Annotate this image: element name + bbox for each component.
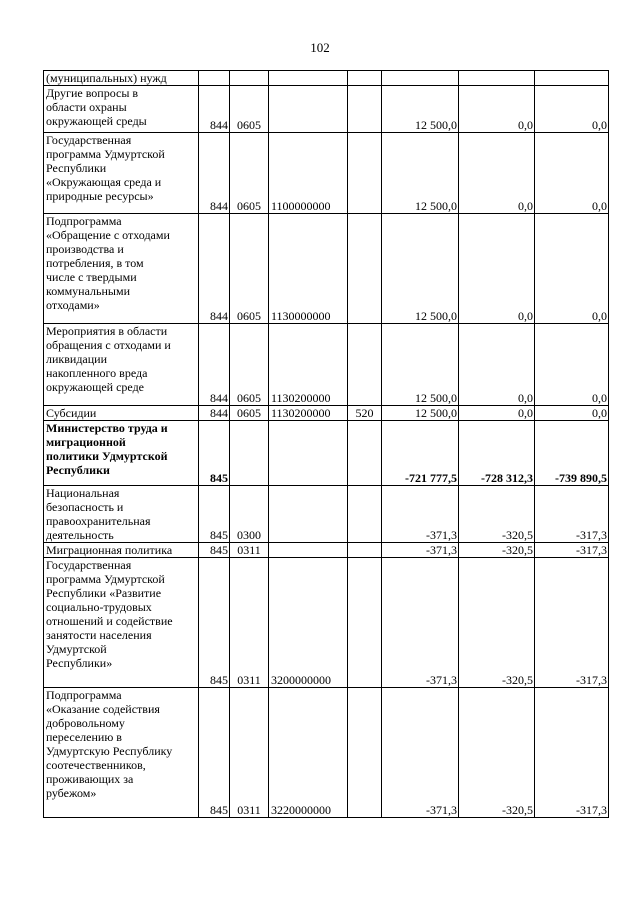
amount-year-3: 0,0 (535, 86, 609, 133)
amount-year-2: -728 312,3 (459, 421, 535, 486)
amount-year-3: -317,3 (535, 688, 609, 818)
table-row (44, 543, 609, 558)
ministry-code: 845 (199, 688, 230, 818)
expense-type-code (348, 71, 382, 86)
table-body (44, 71, 609, 818)
table-row (44, 486, 609, 543)
row-name: Подпрограмма «Оказание содействия добровольному переселению в Удмуртскую Республику соотечественников, проживающих за рубежом» (44, 688, 199, 818)
row-name: (муниципальных) нужд (44, 71, 199, 86)
table-row (44, 421, 609, 486)
section-code: 0605 (230, 406, 269, 421)
page-number: 102 (310, 40, 330, 55)
expense-type-code (348, 421, 382, 486)
ministry-code: 845 (199, 543, 230, 558)
amount-year-3: -317,3 (535, 558, 609, 688)
ministry-code: 844 (199, 86, 230, 133)
amount-year-1: -371,3 (382, 486, 459, 543)
row-name: Государственная программа Удмуртской Республики «Развитие социально-трудовых отношений и содействие занятости населения Удмуртской Республики» (44, 558, 199, 688)
amount-year-1 (382, 71, 459, 86)
amount-year-1: 12 500,0 (382, 324, 459, 406)
section-code: 0311 (230, 688, 269, 818)
ministry-code: 845 (199, 558, 230, 688)
row-name: Другие вопросы в области охраны окружающей среды (44, 86, 199, 133)
ministry-code: 844 (199, 406, 230, 421)
row-name: Миграционная политика (44, 543, 199, 558)
target-article-code (269, 71, 348, 86)
target-article-code (269, 543, 348, 558)
table-row (44, 324, 609, 406)
amount-year-2: 0,0 (459, 324, 535, 406)
budget-table (43, 70, 609, 818)
expense-type-code (348, 688, 382, 818)
amount-year-3: -739 890,5 (535, 421, 609, 486)
section-code: 0311 (230, 543, 269, 558)
ministry-code: 844 (199, 133, 230, 214)
row-name: Подпрограмма «Обращение с отходами производства и потребления, в том числе с твердыми коммунальными отходами» (44, 214, 199, 324)
amount-year-3 (535, 71, 609, 86)
amount-year-3: 0,0 (535, 406, 609, 421)
target-article-code (269, 421, 348, 486)
row-name: Министерство труда и миграционной политики Удмуртской Республики (44, 421, 199, 486)
section-code: 0605 (230, 86, 269, 133)
expense-type-code (348, 324, 382, 406)
table-row (44, 214, 609, 324)
amount-year-2: -320,5 (459, 486, 535, 543)
expense-type-code: 520 (348, 406, 382, 421)
amount-year-3: 0,0 (535, 214, 609, 324)
section-code: 0311 (230, 558, 269, 688)
amount-year-1: -371,3 (382, 688, 459, 818)
expense-type-code (348, 558, 382, 688)
section-code: 0605 (230, 133, 269, 214)
amount-year-3: -317,3 (535, 543, 609, 558)
table-row (44, 71, 609, 86)
amount-year-1: -371,3 (382, 543, 459, 558)
expense-type-code (348, 214, 382, 324)
table-row (44, 133, 609, 214)
expense-type-code (348, 133, 382, 214)
target-article-code: 1130000000 (269, 214, 348, 324)
table-row (44, 688, 609, 818)
amount-year-1: -371,3 (382, 558, 459, 688)
expense-type-code (348, 543, 382, 558)
table-row (44, 406, 609, 421)
target-article-code: 1130200000 (269, 324, 348, 406)
section-code: 0605 (230, 214, 269, 324)
target-article-code: 3220000000 (269, 688, 348, 818)
amount-year-1: 12 500,0 (382, 133, 459, 214)
amount-year-1: 12 500,0 (382, 214, 459, 324)
target-article-code (269, 86, 348, 133)
ministry-code: 845 (199, 486, 230, 543)
target-article-code: 1130200000 (269, 406, 348, 421)
section-code: 0605 (230, 324, 269, 406)
target-article-code: 1100000000 (269, 133, 348, 214)
amount-year-2 (459, 71, 535, 86)
section-code (230, 71, 269, 86)
section-code: 0300 (230, 486, 269, 543)
target-article-code (269, 486, 348, 543)
expense-type-code (348, 86, 382, 133)
ministry-code: 844 (199, 324, 230, 406)
amount-year-2: -320,5 (459, 688, 535, 818)
amount-year-1: 12 500,0 (382, 406, 459, 421)
target-article-code: 3200000000 (269, 558, 348, 688)
amount-year-1: 12 500,0 (382, 86, 459, 133)
row-name: Мероприятия в области обращения с отходами и ликвидации накопленного вреда окружающей среде (44, 324, 199, 406)
row-name: Государственная программа Удмуртской Республики «Окружающая среда и природные ресурсы» (44, 133, 199, 214)
ministry-code: 845 (199, 421, 230, 486)
amount-year-2: -320,5 (459, 543, 535, 558)
amount-year-1: -721 777,5 (382, 421, 459, 486)
amount-year-3: 0,0 (535, 324, 609, 406)
amount-year-2: 0,0 (459, 406, 535, 421)
ministry-code (199, 71, 230, 86)
ministry-code: 844 (199, 214, 230, 324)
amount-year-2: 0,0 (459, 86, 535, 133)
amount-year-3: 0,0 (535, 133, 609, 214)
row-name: Субсидии (44, 406, 199, 421)
expense-type-code (348, 486, 382, 543)
table-row (44, 86, 609, 133)
section-code (230, 421, 269, 486)
table-row (44, 558, 609, 688)
amount-year-2: -320,5 (459, 558, 535, 688)
amount-year-3: -317,3 (535, 486, 609, 543)
row-name: Национальная безопасность и правоохранительная деятельность (44, 486, 199, 543)
amount-year-2: 0,0 (459, 133, 535, 214)
amount-year-2: 0,0 (459, 214, 535, 324)
